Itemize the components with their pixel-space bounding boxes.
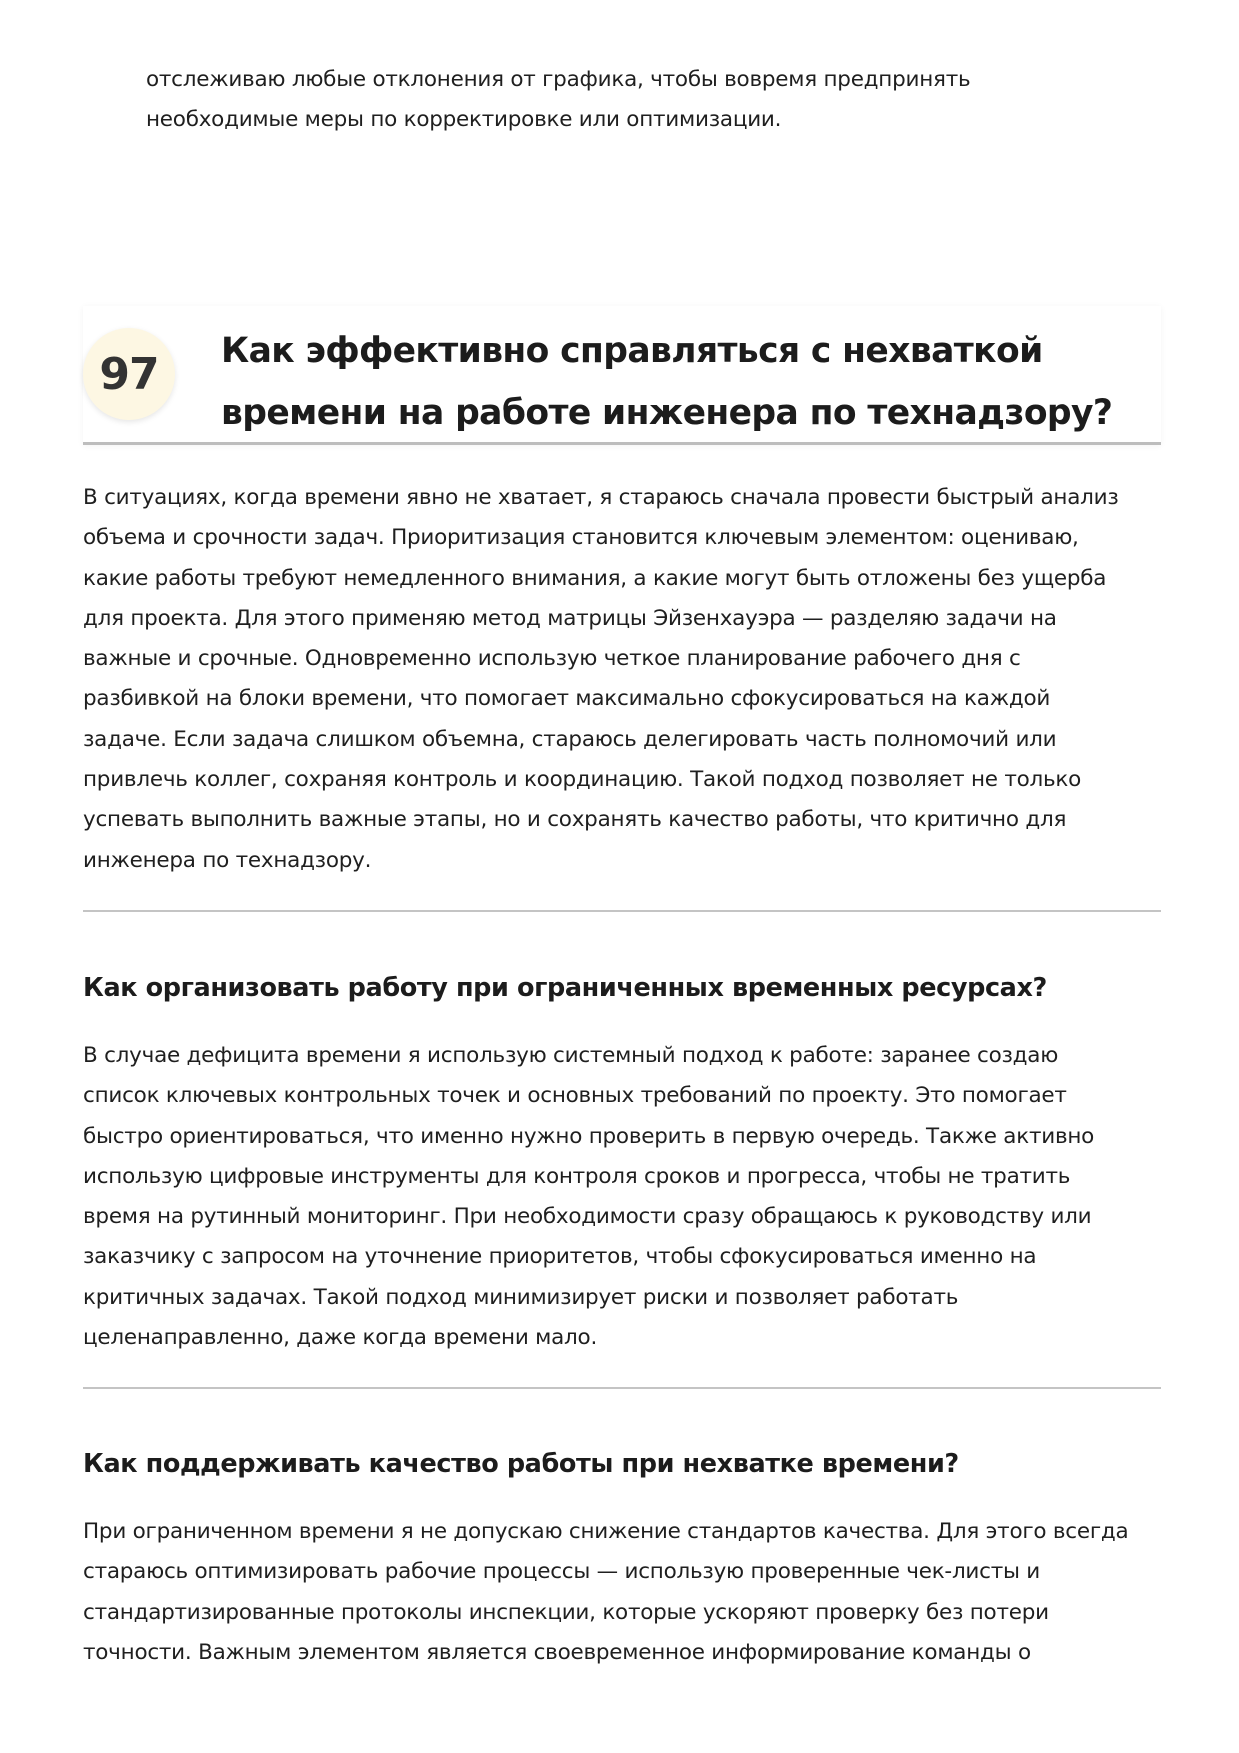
text-line: время на рутинный мониторинг. При необходимости сразу обращаюсь к руководству или — [83, 1204, 1092, 1230]
text-line: При ограниченном времени я не допускаю снижение стандартов качества. Для этого всегда — [83, 1519, 1129, 1544]
text-line: привлечь коллег, сохраняя контроль и координацию. Такой подход позволяет не только — [83, 767, 1082, 793]
section-divider — [83, 1387, 1161, 1389]
text-line: какие работы требуют немедленного внимания, а какие могут быть отложены без ущерба — [83, 565, 1107, 591]
text-line: необходимые меры по корректировке или оптимизации. — [146, 107, 782, 133]
text-line: В случае дефицита времени я использую системный подход к работе: заранее создаю — [83, 1043, 1059, 1068]
followup-question: Как организовать работу при ограниченных временных ресурсах? — [83, 973, 1047, 1003]
text-line: стандартизированные протоколы инспекции, которые ускоряют проверку без потери — [83, 1599, 1049, 1625]
question-header — [83, 306, 1161, 445]
text-line: В ситуациях, когда времени явно не хватает, я стараюсь сначала провести быстрый анализ — [83, 485, 1119, 510]
text-line: использую цифровые инструменты для контроля сроков и прогресса, чтобы не тратить — [83, 1163, 1071, 1189]
text-line: быстро ориентироваться, что именно нужно проверить в первую очередь. Также активно — [83, 1123, 1095, 1149]
followup-question: Как поддерживать качество работы при нехватке времени? — [83, 1449, 959, 1479]
text-line: заказчику с запросом на уточнение приоритетов, чтобы сфокусироваться именно на — [83, 1244, 1037, 1270]
continuation-paragraph — [146, 60, 1166, 141]
text-line: точности. Важным элементом является своевременное информирование команды о — [83, 1639, 1031, 1665]
text-line: разбивкой на блоки времени, что помогает максимально сфокусироваться на каждой — [83, 686, 1051, 712]
text-line: список ключевых контрольных точек и основных требований по проекту. Это помогает — [83, 1083, 1067, 1109]
text-line: объема и срочности задач. Приоритизация становится ключевым элементом: оцениваю, — [83, 525, 1079, 551]
title-line: Как эффективно справляться с нехваткой — [221, 331, 1043, 371]
text-line: для проекта. Для этого применяю метод матрицы Эйзенхауэра — разделяю задачи на — [83, 605, 1057, 631]
text-line: критичных задачах. Такой подход минимизирует риски и позволяет работать — [83, 1284, 959, 1310]
text-line: задаче. Если задача слишком объемна, стараюсь делегировать часть полномочий или — [83, 726, 1057, 752]
question-title — [221, 320, 1151, 444]
text-line: важные и срочные. Одновременно использую четкое планирование рабочего дня с — [83, 646, 1021, 672]
section-divider — [83, 910, 1161, 912]
followup-answer — [83, 1036, 1161, 1358]
text-line: целенаправленно, даже когда времени мало. — [83, 1325, 598, 1351]
title-line: времени на работе инженера по технадзору? — [221, 393, 1113, 433]
question-number-badge: 97 — [83, 328, 175, 420]
text-line: стараюсь оптимизировать рабочие процессы — использую проверенные чек-листы и — [83, 1559, 1041, 1585]
followup-answer — [83, 1512, 1161, 1673]
text-line: отслеживаю любые отклонения от графика, чтобы вовремя предпринять — [146, 67, 971, 92]
answer-paragraph — [83, 478, 1161, 881]
text-line: инженера по технадзору. — [83, 847, 372, 873]
text-line: успевать выполнить важные этапы, но и сохранять качество работы, что критично для — [83, 807, 1067, 833]
